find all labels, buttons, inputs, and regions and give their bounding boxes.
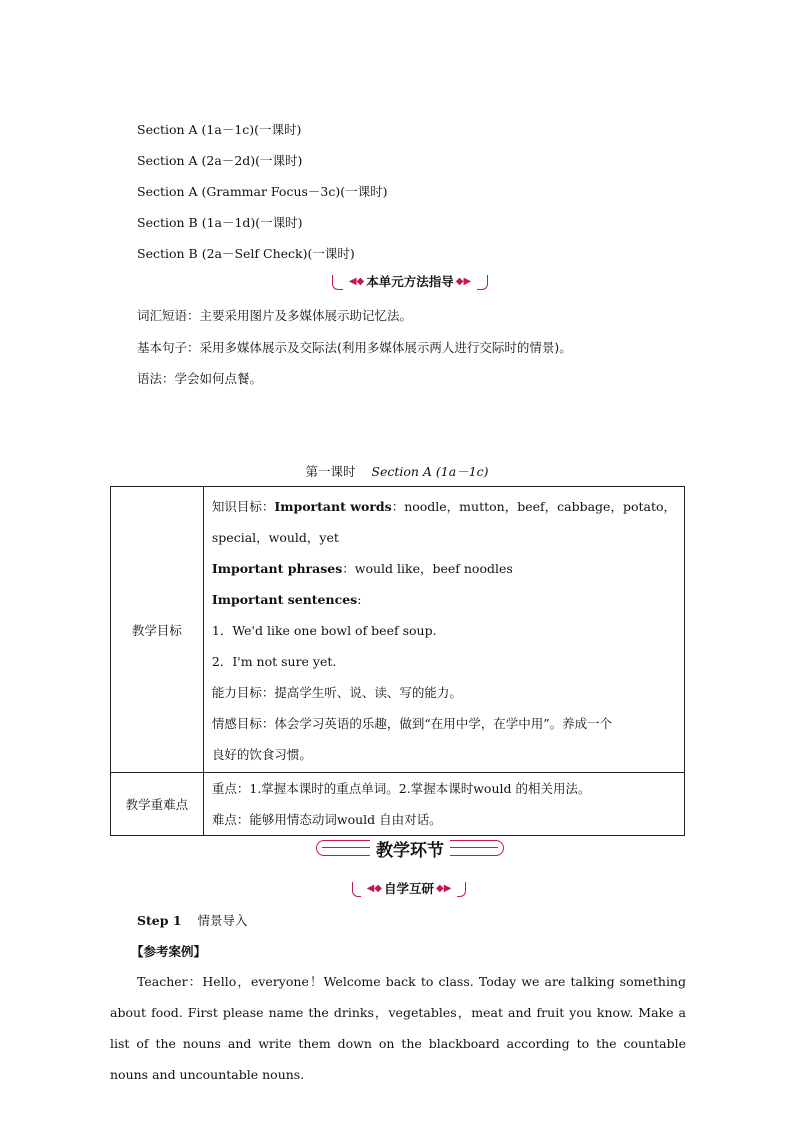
teaching-banner	[316, 836, 504, 862]
arrow-left-icon: ◀◆	[366, 882, 382, 894]
emotion-goal-cont: 良好的饮食习惯。	[211, 747, 312, 762]
sentence-2: 2．I'm not sure yet.	[211, 654, 337, 669]
method-grammar: 语法：学会如何点餐。	[137, 371, 263, 386]
objectives-table	[110, 486, 685, 836]
difficult-points: 难点：能够用情态动词would 自由对话。	[211, 812, 442, 827]
important-words: ：noodle，mutton，beef，cabbage，potato，	[391, 499, 676, 514]
sentence-1: 1．We'd like one bowl of beef soup.	[211, 623, 437, 638]
method-sentences: 基本句子：采用多媒体展示及交际法(利用多媒体展示两人进行交际时的情景)。	[137, 340, 572, 355]
arrow-left-icon: ◀◆	[348, 275, 365, 287]
table-row	[111, 773, 685, 836]
self-study-banner-text: 自学互研	[383, 881, 434, 896]
objectives-content: 知识目标：Important words：noodle，mutton，beef，cabbage，potato， special，would，yet Important phrases：would like，beef noodles Important sentences: 1．We'd like one bowl of beef soup. 2．I'm not sure yet. 能力目标：提高学生听、说、读、写的能力。 情感目标：体会学习英语的乐趣，做到“在用中学，在学中用”。养成一个 良好的饮食习惯。	[203, 487, 684, 773]
key-points: 重点：1.掌握本课时的重点单词。2.掌握本课时would 的相关用法。	[211, 781, 591, 796]
reference-case: 【参考案例】	[131, 944, 207, 959]
method-banner-text: 本单元方法指导	[366, 274, 454, 289]
step1-label: Step 1	[137, 913, 182, 928]
section-item-5: Section B (2a－Self Check)(一课时)	[137, 246, 355, 261]
important-phrases: ：would like，beef noodles	[342, 561, 513, 576]
arrow-right-icon: ◆▶	[455, 275, 472, 287]
table-row	[111, 487, 685, 773]
important-sentences-label: Important sentences	[211, 592, 358, 607]
teaching-banner-text: 教学环节	[370, 836, 450, 861]
ability-goal: 能力目标：提高学生听、说、读、写的能力。	[211, 685, 462, 700]
step1-heading	[137, 911, 247, 929]
lesson-title	[0, 462, 794, 480]
method-banner	[332, 272, 488, 290]
teacher-paragraph: Teacher：Hello，everyone！Welcome back to class. Today we are talking something about food. First please name the drinks，vegetables，meat and fruit you know. Make a list of the nouns and write them down on the blackboard according to the countable nouns and uncountable nouns.	[110, 974, 686, 1082]
important-phrases-label: Important phrases	[211, 561, 343, 576]
arrow-right-icon: ◆▶	[436, 882, 452, 894]
difficulty-label: 教学重难点	[111, 773, 204, 836]
difficulty-content	[203, 773, 684, 836]
section-item-2: Section A (2a－2d)(一课时)	[137, 153, 303, 168]
objectives-label: 教学目标	[111, 487, 204, 773]
emotion-goal: 情感目标：体会学习英语的乐趣，做到“在用中学，在学中用”。养成一个	[211, 716, 613, 731]
important-words-label: Important words	[274, 499, 392, 514]
section-item-4: Section B (1a－1d)(一课时)	[137, 215, 303, 230]
section-item-1: Section A (1a－1c)(一课时)	[137, 122, 302, 137]
self-study-banner	[352, 879, 466, 897]
section-item-3: Section A (Grammar Focus－3c)(一课时)	[137, 184, 388, 199]
important-words-cont: special，would，yet	[211, 530, 339, 545]
method-vocab: 词汇短语：主要采用图片及多媒体展示助记忆法。	[137, 308, 413, 323]
lesson-section: Section A (1a－1c)	[371, 464, 489, 479]
step1-title: 情景导入	[197, 913, 248, 928]
lesson-title-text: 第一课时	[305, 464, 356, 479]
